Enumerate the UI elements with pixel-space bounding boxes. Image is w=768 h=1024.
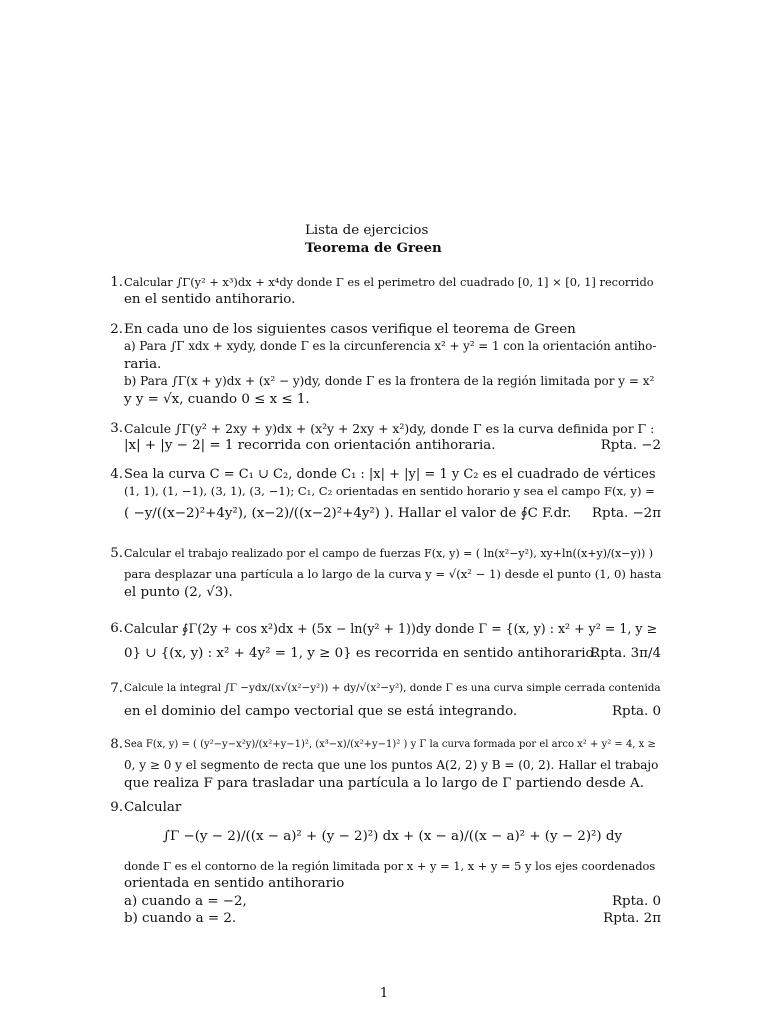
exercise-text-line: Calcular el trabajo realizado por el campo de fuerzas F(x, y) = ( ln(x²−y²), xy+ln((x+y)/(x−y)) ) [124, 547, 654, 560]
answer-label: Rpta. 0 [611, 893, 661, 909]
exercise-number: 4. [110, 467, 123, 482]
exercise-text-line: Calcular ∫Γ(y² + x³)dx + x⁴dy donde Γ es el perimetro del cuadrado [0, 1] × [0, 1] recorrido [124, 275, 654, 289]
answer-label: Rpta. 0 [611, 704, 661, 720]
exercise-line-with-answer [124, 437, 661, 454]
exercise-number: 9. [110, 800, 123, 815]
exercise-6 [107, 620, 661, 663]
exercise-number: 3. [110, 421, 123, 436]
answer-label: Rpta. −2π [591, 505, 661, 521]
exercise-number: 5. [110, 546, 123, 561]
exercise-text-line: en el dominio del campo vectorial que se está integrando. [124, 704, 518, 720]
exercise-text-line: 0} ∪ {(x, y) : x² + 4y² = 1, y ≥ 0} es recorrida en sentido antihorario. [124, 646, 598, 662]
exercise-line-with-answer [124, 703, 661, 720]
answer-label: Rpta. 2π [603, 910, 661, 926]
exercise-text-line: Calcule la integral ∫Γ −ydx/(x√(x²−y²)) + dy/√(x²−y²), donde Γ es una curva simple cerrada contenida [124, 682, 661, 694]
exercise-part-b [124, 910, 661, 927]
exercise-text-line: el punto (2, √3). [124, 584, 233, 600]
exercise-2 [107, 321, 661, 408]
part-text: b) cuando a = 2. [124, 910, 237, 926]
exercise-text-line: Sea la curva C = C₁ ∪ C₂, donde C₁ : |x| + |y| = 1 y C₂ es el cuadrado de vértices [124, 467, 656, 482]
exercise-number: 2. [110, 322, 123, 337]
exercise-7 [107, 680, 661, 721]
exercise-text-line: orientada en sentido antihorario [124, 876, 345, 892]
display-equation: ∫Γ −(y − 2)/((x − a)² + (y − 2)²) dx + (x − a)/((x − a)² + (y − 2)²) dy [162, 829, 623, 845]
exercise-text-line: que realiza F para trasladar una partícula a lo largo de Γ partiendo desde A. [124, 775, 644, 791]
exercise-line-with-answer [124, 505, 661, 522]
exercise-number: 8. [110, 737, 123, 752]
exercise-9 [107, 799, 661, 927]
topic-title: Teorema de Green [305, 240, 442, 256]
exercise-text-line: donde Γ es el contorno de la región limitada por x + y = 1, x + y = 5 y los ejes coordenados [124, 858, 656, 873]
answer-label: Rpta. 3π/4 [590, 646, 661, 662]
exercise-text-line: En cada uno de los siguientes casos verifique el teorema de Green [124, 322, 576, 337]
exercise-text-line: para desplazar una partícula a lo largo de la curva y = √(x² − 1) desde el punto (1, 0) hasta [124, 567, 662, 582]
exercise-8 [107, 736, 661, 792]
exercise-line-with-answer [124, 645, 661, 662]
exercise-text-line: Calcular [124, 800, 182, 815]
exercise-text-line: ( −y/((x−2)²+4y²), (x−2)/((x−2)²+4y²) ). Hallar el valor de ∮C F.dr. [124, 505, 572, 521]
exercise-text-line: |x| + |y − 2| = 1 recorrida con orientación antihoraria. [124, 438, 496, 454]
exercise-text-line: (1, 1), (1, −1), (3, 1), (3, −1); C₁, C₂ orientadas en sentido horario y sea el campo F(x, y) = [124, 484, 655, 499]
part-text: a) cuando a = −2, [124, 893, 247, 909]
exercise-text-line: Sea F(x, y) = ( (y²−y−x²y)/(x²+y−1)², (x³−x)/(x²+y−1)² ) y Γ la curva formada por el arco x² + y² = 4, x ≥ [124, 739, 656, 750]
exercise-text-line: Calcule ∫Γ(y² + 2xy + y)dx + (x²y + 2xy + x²)dy, donde Γ es la curva definida por Γ : [124, 421, 655, 436]
exercise-text-line: a) Para ∫Γ xdx + xydy, donde Γ es la circunferencia x² + y² = 1 con la orientación antiho- [124, 339, 657, 354]
exercise-number: 6. [110, 621, 123, 636]
exercise-number: 1. [110, 275, 123, 290]
page-number: 1 [379, 986, 389, 1001]
exercise-part-a [124, 893, 661, 910]
exercise-text-line: en el sentido antihorario. [124, 292, 296, 308]
exercise-3 [107, 420, 661, 455]
exercise-5 [107, 545, 661, 601]
exercise-text-line: Calcular ∮Γ(2y + cos x²)dx + (5x − ln(y² + 1))dy donde Γ = {(x, y) : x² + y² = 1, y ≥ [124, 621, 658, 636]
exercise-text-line: y y = √x, cuando 0 ≤ x ≤ 1. [124, 391, 310, 407]
list-title: Lista de ejercicios [305, 223, 429, 238]
exercise-text-line: raria. [124, 356, 162, 372]
exercise-1 [107, 274, 661, 309]
exercise-text-line: 0, y ≥ 0 y el segmento de recta que une los puntos A(2, 2) y B = (0, 2). Hallar el trabajo [124, 758, 659, 773]
exercise-text-line: b) Para ∫Γ(x + y)dx + (x² − y)dy, donde Γ es la frontera de la región limitada por y = x² [124, 374, 655, 389]
answer-label: Rpta. −2 [600, 438, 661, 454]
exercise-number: 7. [110, 681, 123, 696]
exercise-4 [107, 466, 661, 522]
